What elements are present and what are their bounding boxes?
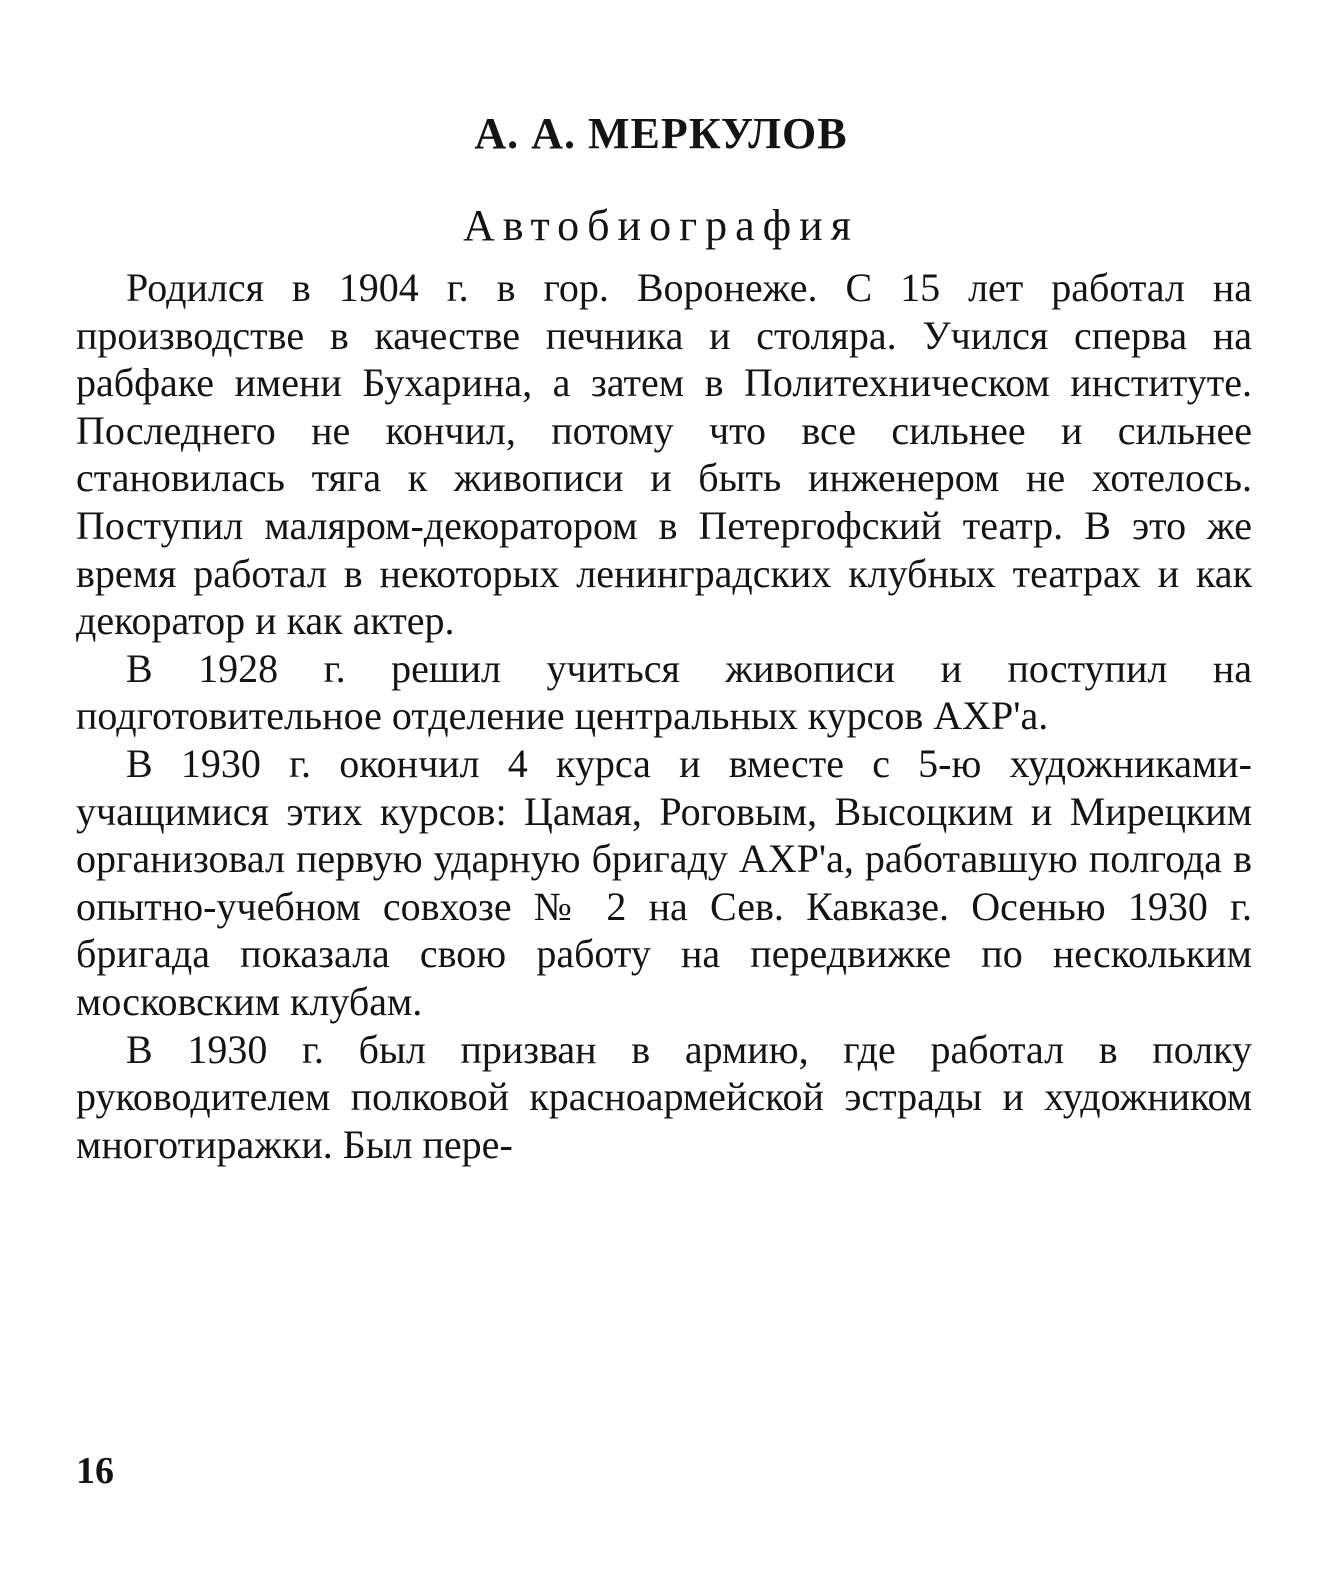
page-number: 16 [76,1450,114,1492]
section-title: Автобиография [463,201,859,250]
paragraph-1: Родился в 1904 г. в гор. Воронеже. С 15 лет работал на производстве в качестве печника и столяра. Учился сперва на рабфаке имени Бухарина, а затем в Политехническом институте. Последнего не кончил, потому что все сильнее и сильнее становилась тяга к живописи и быть инженером не хотелось. Поступил маляром-декоратором в Петергофский театр. В это же время работал в некоторых ленинградских клубных театрах и как декоратор и как актер. [76,265,1252,644]
body-text [76,264,1252,1168]
author-name: А. А. МЕРКУЛОВ [474,109,848,158]
paragraph-2: В 1928 г. решил учиться живописи и поступил на подготовительное отделение центральных курсов АХР'а. [76,645,1252,739]
paragraph-3: В 1930 г. окончил 4 курса и вместе с 5-ю художниками-учащимися этих курсов: Цамая, Роговым, Высоцким и Мирецким организовал первую ударную бригаду АХР'а, работавшую полгода в опытно-учебном совхозе № 2 на Сев. Кавказе. Осенью 1930 г. бригада показала свою работу на передвижке по нескольким московским клубам. [76,740,1252,1024]
paragraph-4: В 1930 г. был призван в армию, где работал в полку руководителем полковой красноармейской эстрады и художником многотиражки. Был пере- [76,1026,1252,1167]
